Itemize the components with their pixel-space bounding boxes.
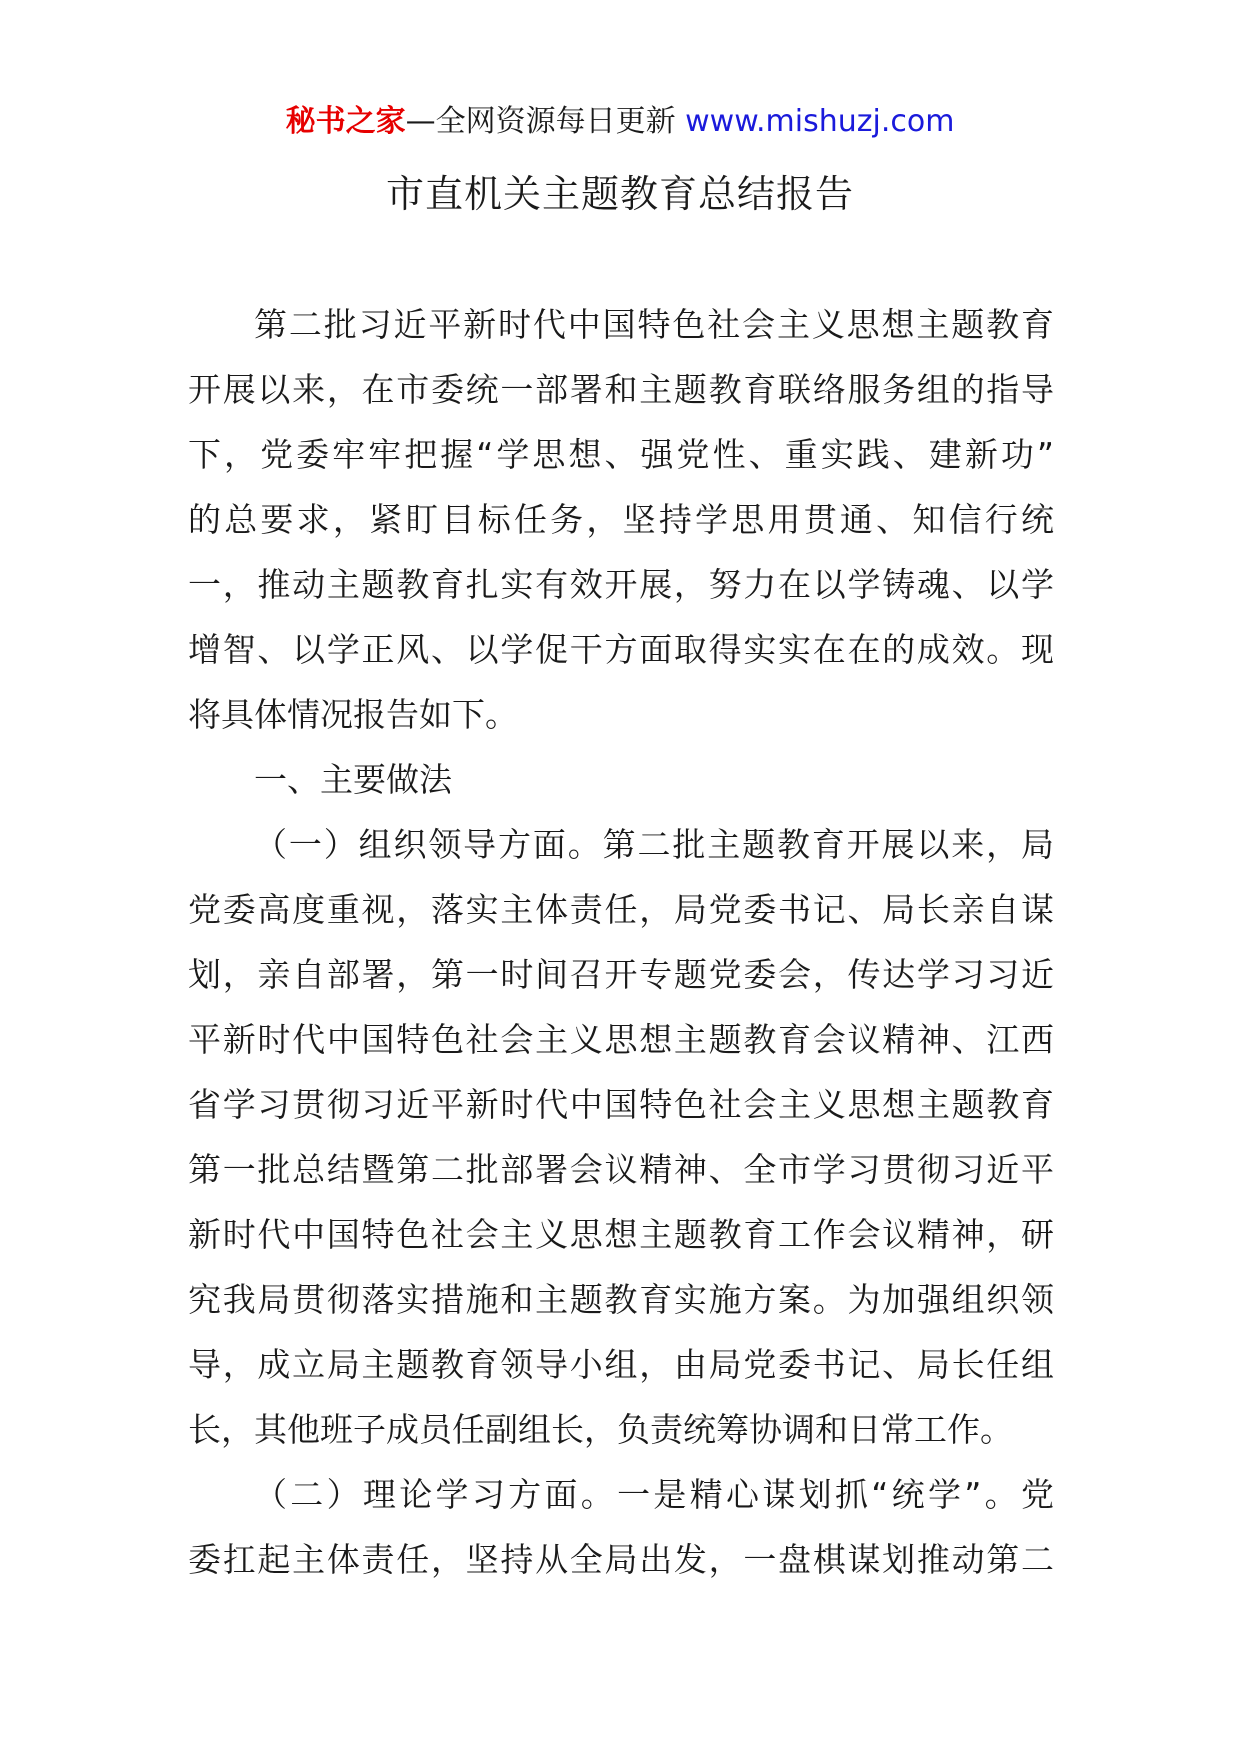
site-link[interactable]: www.mishuzj.com (685, 104, 955, 139)
body-line: 一，推动主题教育扎实有效开展，努力在以学铸魂、以学 (188, 565, 1054, 604)
document-title: 市直机关主题教育总结报告 (385, 172, 854, 216)
body-line: 委扛起主体责任，坚持从全局出发，一盘棋谋划推动第二 (188, 1540, 1054, 1579)
body-line: 省学习贯彻习近平新时代中国特色社会主义思想主题教育 (188, 1085, 1054, 1124)
body-line: 第一批总结暨第二批部署会议精神、全市学习贯彻习近平 (188, 1150, 1054, 1189)
body-line: （一）组织领导方面。第二批主题教育开展以来，局 (254, 825, 1054, 864)
brand-name: 秘书之家 (285, 104, 406, 139)
body-line: 究我局贯彻落实措施和主题教育实施方案。为加强组织领 (188, 1280, 1054, 1319)
body-line: 平新时代中国特色社会主义思想主题教育会议精神、江西 (188, 1020, 1054, 1059)
body-line: 党委高度重视，落实主体责任，局党委书记、局长亲自谋 (188, 890, 1054, 929)
body-line: 将具体情况报告如下。 (188, 695, 518, 734)
body-line: 新时代中国特色社会主义思想主题教育工作会议精神，研 (188, 1215, 1054, 1254)
body-line: 长，其他班子成员任副组长，负责统筹协调和日常工作。 (188, 1410, 1013, 1449)
body-line: 第二批习近平新时代中国特色社会主义思想主题教育 (254, 305, 1054, 344)
body-line: 划，亲自部署，第一时间召开专题党委会，传达学习习近 (188, 955, 1054, 994)
body-line: 的总要求，紧盯目标任务，坚持学思用贯通、知信行统 (188, 500, 1054, 539)
body-line: 增智、以学正风、以学促干方面取得实实在在的成效。现 (188, 630, 1054, 669)
body-line: 导，成立局主题教育领导小组，由局党委书记、局长任组 (188, 1345, 1054, 1384)
header-tagline: —全网资源每日更新 (405, 104, 686, 139)
body-line: 下，党委牢牢把握“学思想、强党性、重实践、建新功” (188, 435, 1054, 474)
body-line: （二）理论学习方面。一是精心谋划抓“统学”。党 (254, 1475, 1054, 1514)
section-heading: 一、主要做法 (254, 760, 452, 799)
body-line: 开展以来，在市委统一部署和主题教育联络服务组的指导 (188, 370, 1054, 409)
document-body (188, 292, 1054, 1592)
header-banner (0, 100, 1240, 144)
